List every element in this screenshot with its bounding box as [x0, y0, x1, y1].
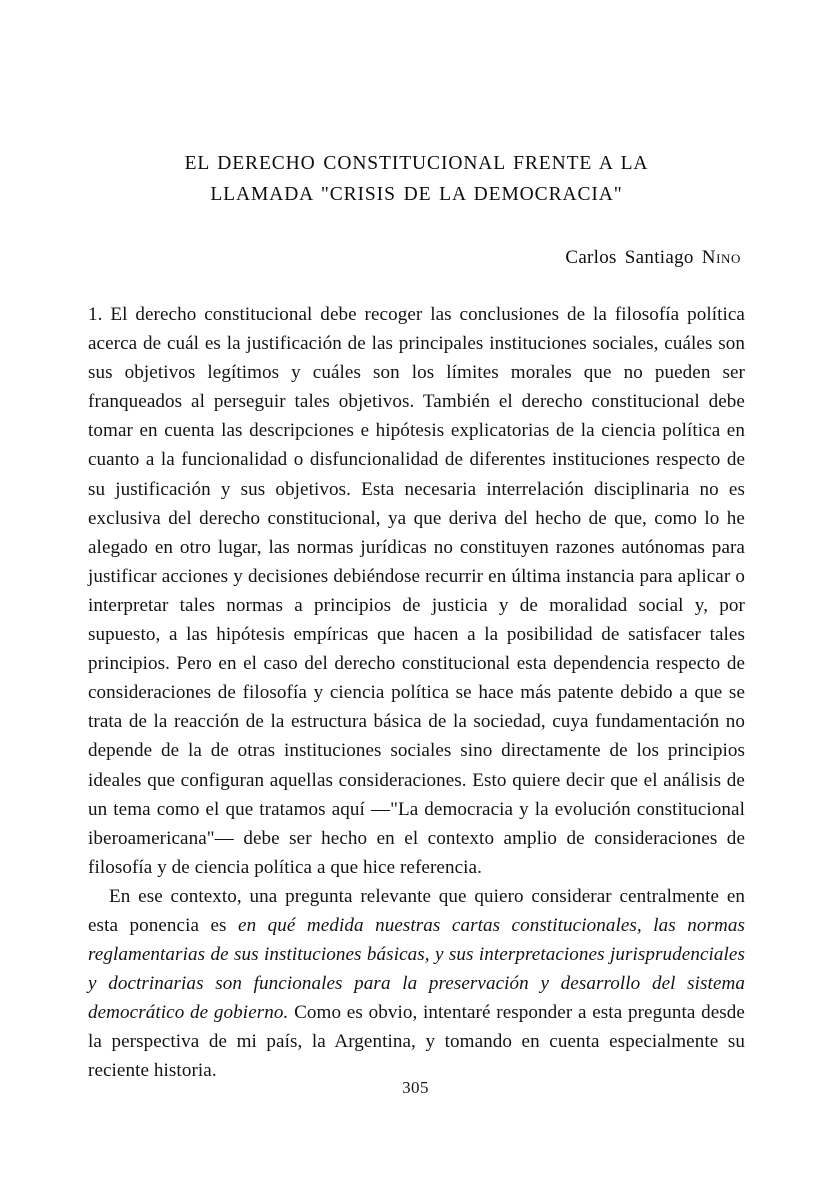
- page-content: [88, 0, 745, 1086]
- body-text: [88, 300, 745, 1086]
- page-title: [88, 148, 745, 210]
- page-number: 305: [402, 1078, 429, 1097]
- paragraph-2-run-1: En ese contexto, una pregunta relevante que quiero considerar centralmente en esta ponencia es: [88, 885, 745, 936]
- author-byline: [88, 246, 745, 270]
- paragraph-1: [88, 300, 745, 882]
- author-surname: Nino: [701, 247, 741, 268]
- paragraph-2: [88, 882, 745, 1086]
- paragraph-2-run-2-italic: en qué medida nuestras cartas constitucionales, las normas reglamentarias de sus instituciones básicas, y sus interpretaciones jurisprudenciales y doctrinarias son funcionales para la preservación y desarrollo del sistema democrático de gobierno.: [88, 914, 745, 1024]
- paragraph-2-run-3: Como es obvio, intentaré responder a esta pregunta desde la perspectiva de mi país, la Argentina, y tomando en cuenta especialmente su reciente historia.: [88, 1002, 745, 1082]
- author-given-names: Carlos Santiago: [565, 247, 694, 268]
- paragraph-1-run-1: 1. El derecho constitucional debe recoger las conclusiones de la filosofía política acerca de cuál es la justificación de las principales instituciones sociales, cuáles son sus objetivos legítimos y cuáles son los límites morales que no pueden ser franqueados al perseguir tales objetivos. También el derecho constitucional debe tomar en cuenta las descripciones e hipótesis explicatorias de la ciencia política en cuanto a la funcionalidad o disfuncionalidad de diferentes instituciones respecto de su justificación y sus objetivos. Esta necesaria interrelación disciplinaria no es exclusiva del derecho constitucional, ya que deriva del hecho de que, como lo he alegado en otro lugar, las normas jurídicas no constituyen razones autónomas para justificar acciones y decisiones debiéndose recurrir en última instancia para aplicar o interpretar tales normas a principios de justicia y de moralidad social y, por supuesto, a las hipótesis empíricas que hacen a la posibilidad de satisfacer tales principios. Pero en el caso del derecho constitucional esta dependencia respecto de consideraciones de filosofía y ciencia política se hace más patente debido a que se trata de la reacción de la estructura básica de la sociedad, cuya fundamentación no depende de la de otras instituciones sociales sino directamente de los principios ideales que configuran aquellas consideraciones. Esto quiere decir que el análisis de un tema como el que tratamos aquí —"La democracia y la evolución constitucional iberoamericana"— debe ser hecho en el contexto amplio de consideraciones de filosofía y de ciencia política a que hice referencia.: [88, 304, 745, 878]
- title-line-2: LLAMADA "CRISIS DE LA DEMOCRACIA": [210, 184, 623, 205]
- title-line-1: EL DERECHO CONSTITUCIONAL FRENTE A LA: [184, 153, 649, 174]
